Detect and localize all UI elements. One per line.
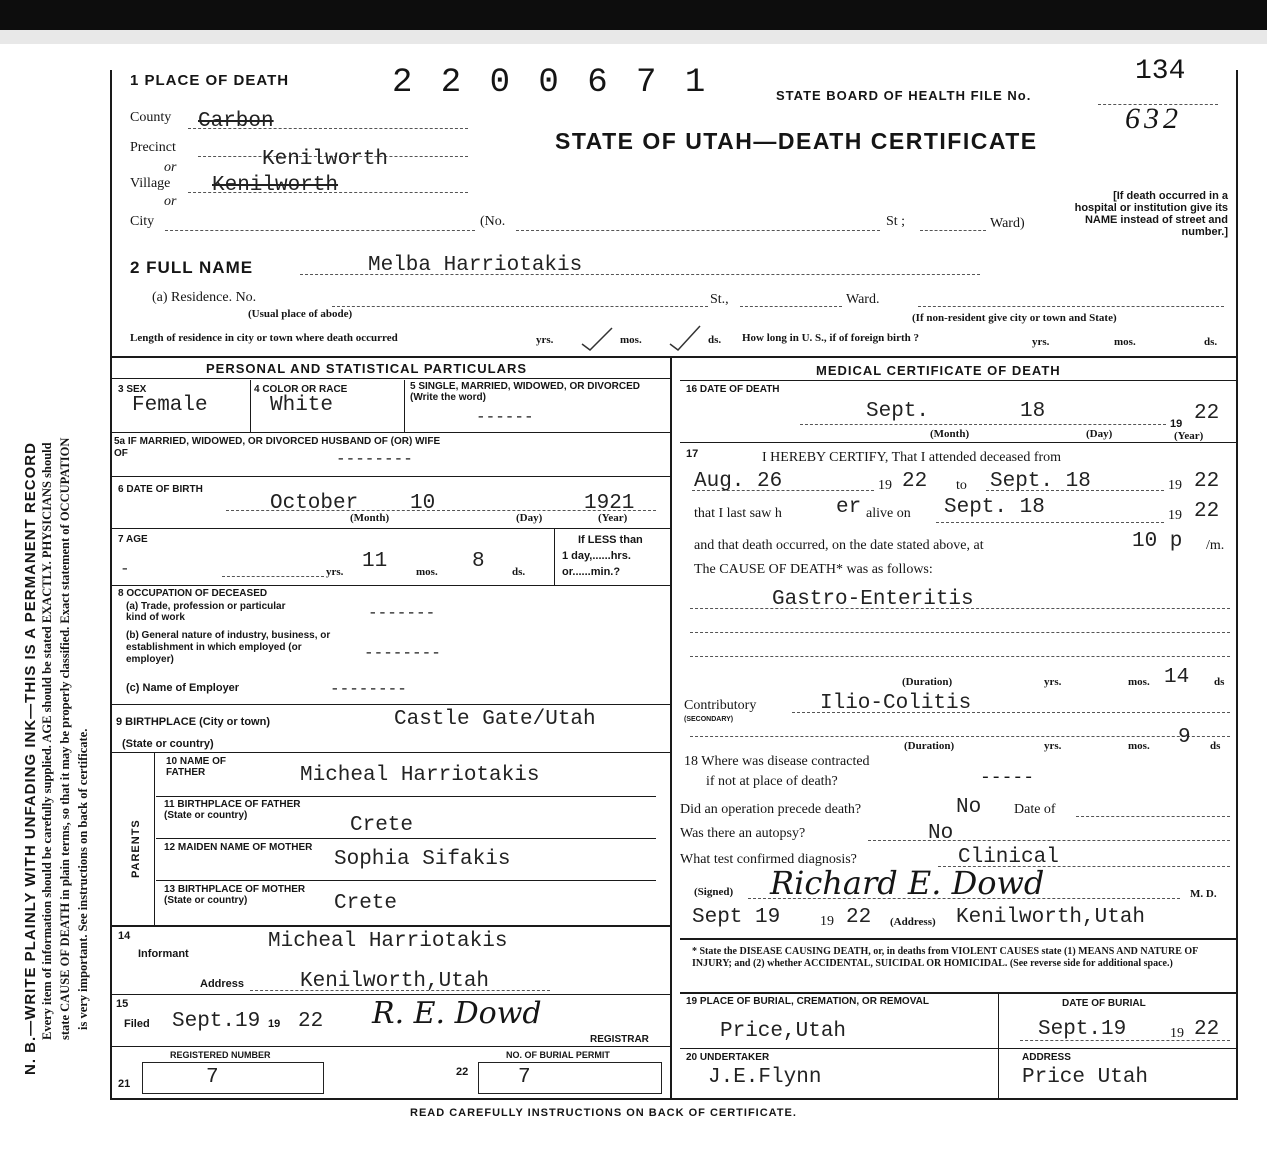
city-ward-line — [920, 230, 986, 231]
dob-year: 1921 — [584, 492, 635, 515]
form-bottom-border — [110, 1098, 1238, 1100]
less-than-label: If LESS than — [578, 534, 643, 546]
burial-date-line — [1020, 1040, 1230, 1041]
dod-line — [800, 424, 1166, 425]
duration-mos-value: 14 — [1164, 666, 1190, 689]
less-day-hrs: 1 day,......hrs. — [562, 550, 631, 562]
to-year: 22 — [1194, 470, 1220, 493]
burial-permit-label: NO. OF BURIAL PERMIT — [506, 1050, 610, 1060]
medical-title-rule — [680, 380, 1236, 381]
row-rule-8 — [112, 994, 670, 995]
parents-rule-2 — [156, 838, 656, 839]
medical-rule-2 — [680, 938, 1236, 940]
margin-line-3: is very important. See instructions on back of certificate. — [76, 728, 90, 1030]
file-number: 632 — [1125, 102, 1182, 135]
birthplace-state-label: (State or country) — [122, 738, 214, 750]
county-value: Carbon — [198, 110, 274, 133]
row-rule-1 — [112, 432, 670, 433]
city-line — [165, 230, 475, 231]
cause-line-2 — [690, 632, 1230, 633]
precinct-value: Kenilworth — [262, 148, 389, 171]
from-19: 19 — [878, 478, 892, 493]
age-yrs-caption: yrs. — [326, 566, 344, 578]
dob-month-caption: (Month) — [350, 512, 390, 524]
cause-line-3 — [690, 656, 1230, 657]
dod-label: 16 DATE OF DEATH — [686, 384, 780, 395]
section-top-rule — [112, 356, 1236, 358]
city-st-label: St ; — [886, 214, 906, 229]
burial-place-label: 19 PLACE OF BURIAL, CREMATION, OR REMOVAL — [686, 996, 929, 1007]
age-less-divider — [554, 529, 555, 585]
physician-address: Kenilworth,Utah — [956, 906, 1146, 929]
duration-label: (Duration) — [902, 676, 953, 688]
operation-label: Did an operation precede death? — [680, 802, 862, 817]
personal-section-title: PERSONAL AND STATISTICAL PARTICULARS — [206, 361, 528, 376]
duration-mos-label: mos. — [1128, 676, 1150, 688]
address-label: (Address) — [890, 916, 936, 928]
duration-ds-label: ds — [1214, 676, 1225, 688]
full-name-label: 2 FULL NAME — [130, 258, 254, 277]
informant-label: Informant — [138, 948, 189, 960]
foreign-mos-label: mos. — [1114, 336, 1136, 348]
test-value: Clinical — [958, 846, 1059, 869]
sex-value: Female — [132, 394, 208, 417]
cause-footnote: * State the DISEASE CAUSING DEATH, or, in deaths from VIOLENT CAUSES state (1) MEANS AND NATURE OF INJURY; and (2) whether ACCIDENTAL, SUICIDAL OR HOMICIDAL. (See reverse side for additional space.) — [692, 946, 1198, 969]
undertaker-label: 20 UNDERTAKER — [686, 1052, 770, 1063]
hospital-note: [If death occurred in a hospital or institution give its NAME instead of street and number.] — [1074, 190, 1228, 238]
precinct-label: Precinct — [130, 140, 176, 155]
row-rule-9 — [112, 1046, 670, 1047]
father-label: 10 NAME OF FATHER — [166, 756, 227, 778]
village-label: Village — [130, 176, 171, 191]
birthplace-label: 9 BIRTHPLACE (City or town) — [116, 716, 270, 728]
filed-19: 19 — [268, 1018, 281, 1030]
length-yrs-label: yrs. — [536, 334, 554, 346]
residence-line — [332, 306, 708, 307]
age-yrs-line — [222, 576, 324, 577]
employer-label: (c) Name of Employer — [126, 682, 240, 694]
scan-gray-band — [0, 30, 1267, 44]
death-time: 10 p — [1132, 530, 1183, 553]
last-saw-line — [936, 522, 1164, 523]
birthplace-value: Castle Gate/Utah — [394, 708, 596, 731]
dod-19: 19 — [1170, 418, 1183, 430]
nonresident-label: (If non-resident give city or town and State) — [912, 312, 1117, 324]
burial-permit-value: 7 — [518, 1066, 531, 1089]
residence-ward-label: Ward. — [846, 292, 880, 307]
date-of-line — [1076, 816, 1230, 817]
medical-rule-3 — [680, 992, 1236, 994]
length-residence-label: Length of residence in city or town where death occurred — [130, 332, 398, 344]
certify-number: 17 — [686, 448, 699, 460]
autopsy-line — [868, 840, 1230, 841]
color-marital-divider — [404, 380, 405, 432]
registrar-signature: R. E. Dowd — [372, 996, 542, 1031]
marital-value: ------ — [476, 408, 534, 426]
death-occurred-label: and that death occurred, on the date stated above, at — [694, 538, 984, 553]
last-saw-typed: er — [836, 496, 862, 519]
row-rule-4 — [112, 585, 670, 586]
burial-date-label: DATE OF BURIAL — [1062, 998, 1146, 1009]
dob-label: 6 DATE OF BIRTH — [118, 484, 203, 495]
center-divider — [670, 356, 672, 1098]
row-rule-2 — [112, 476, 670, 477]
burial-date-value: Sept.19 — [1038, 1018, 1127, 1041]
dob-year-caption: (Year) — [598, 512, 628, 524]
burial-19: 19 — [1170, 1026, 1184, 1041]
occ-trade-value: ------- — [368, 604, 436, 622]
occ-industry-value: -------- — [364, 644, 441, 662]
contrib-ds-label: ds — [1210, 740, 1221, 752]
parents-rule-3 — [156, 880, 656, 881]
village-value: Kenilworth — [212, 174, 339, 197]
burial-permit-prefix: 22 — [456, 1066, 469, 1078]
city-label: City — [130, 214, 155, 229]
contributory-value: Ilio-Colitis — [820, 692, 972, 715]
informant-address-label: Address — [200, 978, 245, 990]
burial-permit-box — [478, 1062, 662, 1094]
informant-value: Micheal Harriotakis — [268, 930, 508, 953]
city-street-line — [516, 230, 880, 231]
certificate-title: STATE OF UTAH—DEATH CERTIFICATE — [555, 128, 1038, 154]
county-label: County — [130, 110, 172, 125]
where-contracted-label: 18 Where was disease contracted — [684, 754, 870, 769]
row-rule-6 — [112, 752, 670, 753]
medical-rule-4 — [680, 1048, 1236, 1049]
registered-number-box — [142, 1062, 324, 1094]
registrar-label: REGISTRAR — [590, 1034, 649, 1045]
secondary-label: (SECONDARY) — [684, 716, 734, 723]
or-connector-2: or — [164, 194, 177, 209]
sex-color-divider — [250, 380, 251, 432]
row-rule-5 — [112, 704, 670, 705]
informant-number: 14 — [118, 930, 131, 942]
contrib-yrs-label: yrs. — [1044, 740, 1062, 752]
board-file-label: STATE BOARD OF HEALTH FILE No. — [776, 88, 1032, 103]
signed-line — [748, 898, 1180, 899]
occupation-label: 8 OCCUPATION OF DECEASED — [118, 588, 268, 599]
age-yrs-value: - — [120, 560, 130, 578]
undertaker-value: J.E.Flynn — [708, 1066, 822, 1089]
contributory-line-2 — [690, 736, 1230, 737]
usual-abode-label: (Usual place of abode) — [248, 308, 353, 320]
where-contracted-label-2: if not at place of death? — [706, 774, 838, 789]
dod-day: 18 — [1020, 400, 1046, 423]
form-right-border — [1236, 70, 1238, 1100]
where-contracted-value: ----- — [980, 768, 1035, 788]
md-label: M. D. — [1190, 888, 1217, 900]
margin-line-2: state CAUSE OF DEATH in plain terms, so that it may be properly classified. Exact statement of OCCUPATION — [58, 437, 72, 1040]
foreign-ds-label: ds. — [1204, 336, 1218, 348]
length-mos-label: mos. — [620, 334, 642, 346]
filed-label: Filed — [124, 1018, 150, 1030]
to-19: 19 — [1168, 478, 1182, 493]
full-name-value: Melba Harriotakis — [368, 254, 583, 277]
place-of-death-label: 1 PLACE OF DEATH — [130, 72, 290, 89]
death-time-suffix: /m. — [1206, 538, 1225, 553]
alive-on-label: alive on — [866, 506, 911, 521]
last-saw-label: that I last saw h — [694, 506, 782, 521]
spouse-value: -------- — [336, 450, 413, 468]
registered-number-label: REGISTERED NUMBER — [170, 1050, 271, 1060]
marital-label: 5 SINGLE, MARRIED, WIDOWED, OR DIVORCED (Write the word) — [410, 381, 641, 403]
foreign-birth-label: How long in U. S., if of foreign birth ? — [742, 332, 920, 344]
age-mos-caption: mos. — [416, 566, 438, 578]
burial-date-divider — [998, 994, 999, 1098]
parents-divider — [154, 753, 155, 925]
from-year: 22 — [902, 470, 928, 493]
medical-section-title: MEDICAL CERTIFICATE OF DEATH — [816, 363, 1061, 378]
row-rule-7 — [112, 925, 670, 927]
or-connector-1: or — [164, 160, 177, 175]
saw-year: 22 — [1194, 500, 1220, 523]
dod-month: Sept. — [866, 400, 930, 423]
spouse-label: 5a IF MARRIED, WIDOWED, OR DIVORCED HUSBAND OF (OR) WIFE OF — [114, 436, 441, 459]
contrib-mos-value: 9 — [1178, 726, 1191, 749]
parents-rule-1 — [156, 796, 656, 797]
signed-year: 22 — [846, 906, 872, 929]
age-mos-value: 11 — [362, 550, 388, 573]
father-birthplace-value: Crete — [350, 814, 414, 837]
test-label: What test confirmed diagnosis? — [680, 852, 857, 867]
dob-month: October — [270, 492, 359, 515]
signed-19: 19 — [820, 914, 834, 929]
filed-year: 22 — [298, 1010, 324, 1033]
signed-label: (Signed) — [694, 886, 734, 898]
attended-to: Sept. 18 — [990, 470, 1091, 493]
margin-line-1: Every item of information should be carefully supplied. AGE should be stated EXACTLY. PHYSICIANS should — [40, 442, 54, 1040]
personal-title-rule — [112, 378, 670, 379]
filed-date: Sept.19 — [172, 1010, 261, 1033]
foreign-yrs-label: yrs. — [1032, 336, 1050, 348]
age-ds-caption: ds. — [512, 566, 526, 578]
check-marks — [580, 322, 730, 352]
saw-19: 19 — [1168, 508, 1182, 523]
dod-year-caption: (Year) — [1174, 430, 1204, 442]
certificate-stamp-number: 2 2 0 0 6 7 1 — [392, 64, 710, 102]
nonresident-line — [918, 306, 1224, 307]
physician-signature: Richard E. Dowd — [770, 864, 1045, 902]
informant-address-value: Kenilworth,Utah — [300, 970, 490, 993]
cause-label: The CAUSE OF DEATH* was as follows: — [694, 562, 933, 577]
occ-industry-label: (b) General nature of industry, business, or establishment in which employed (or employer) — [126, 630, 331, 665]
dod-month-caption: (Month) — [930, 428, 970, 440]
dod-year: 22 — [1194, 402, 1220, 425]
mother-value: Sophia Sifakis — [334, 848, 511, 871]
reg-number-prefix: 21 — [118, 1078, 131, 1090]
sex-label: 3 SEX — [118, 384, 147, 395]
color-label: 4 COLOR OR RACE — [254, 384, 348, 395]
mother-birthplace-label: 13 BIRTHPLACE OF MOTHER (State or country) — [164, 884, 306, 906]
file-number-top: 134 — [1135, 56, 1186, 87]
mother-label: 12 MAIDEN NAME OF MOTHER — [164, 842, 313, 853]
autopsy-value: No — [928, 822, 954, 845]
to-label: to — [956, 478, 967, 493]
dob-day-caption: (Day) — [516, 512, 543, 524]
contributory-label: Contributory — [684, 698, 757, 713]
contrib-duration-label: (Duration) — [904, 740, 955, 752]
row-rule-3 — [112, 528, 670, 529]
cause-value: Gastro-Enteritis — [772, 588, 974, 611]
employer-value: -------- — [330, 680, 407, 698]
undertaker-address-value: Price Utah — [1022, 1066, 1149, 1089]
duration-yrs-label: yrs. — [1044, 676, 1062, 688]
mother-birthplace-value: Crete — [334, 892, 398, 915]
attended-from: Aug. 26 — [694, 470, 783, 493]
residence-ward-line — [740, 306, 842, 307]
undertaker-address-label: ADDRESS — [1022, 1052, 1071, 1063]
length-ds-label: ds. — [708, 334, 722, 346]
residence-label: (a) Residence. No. — [152, 290, 257, 305]
age-ds-value: 8 — [472, 550, 485, 573]
father-value: Micheal Harriotakis — [300, 764, 540, 787]
filed-number: 15 — [116, 998, 129, 1010]
less-or-min: or......min.? — [562, 566, 621, 578]
color-value: White — [270, 394, 334, 417]
dob-day: 10 — [410, 492, 436, 515]
residence-st-label: St., — [710, 292, 729, 307]
signed-date: Sept 19 — [692, 906, 781, 929]
age-label: 7 AGE — [118, 534, 148, 545]
burial-place-value: Price,Utah — [720, 1020, 847, 1043]
last-saw-date: Sept. 18 — [944, 496, 1045, 519]
certify-label: I HEREBY CERTIFY, That I attended deceased from — [762, 450, 1062, 465]
city-ward-label: Ward) — [990, 216, 1025, 231]
registered-number-value: 7 — [206, 1066, 219, 1089]
margin-main-note: N. B.—WRITE PLAINLY WITH UNFADING INK—THIS IS A PERMANENT RECORD — [22, 442, 39, 1075]
burial-year: 22 — [1194, 1018, 1220, 1041]
date-of-label: Date of — [1014, 802, 1056, 817]
footer-instructions: READ CAREFULLY INSTRUCTIONS ON BACK OF CERTIFICATE. — [410, 1107, 797, 1119]
dod-day-caption: (Day) — [1086, 428, 1113, 440]
father-birthplace-label: 11 BIRTHPLACE OF FATHER (State or country) — [164, 799, 301, 821]
contrib-mos-label: mos. — [1128, 740, 1150, 752]
autopsy-label: Was there an autopsy? — [680, 826, 806, 841]
operation-value: No — [956, 796, 982, 819]
medical-rule-1 — [680, 442, 1236, 443]
parents-label: PARENTS — [130, 819, 142, 878]
occ-trade-label: (a) Trade, profession or particular kind of work — [126, 601, 286, 623]
scan-top-edge — [0, 0, 1267, 30]
city-no-label: (No. — [480, 214, 506, 229]
